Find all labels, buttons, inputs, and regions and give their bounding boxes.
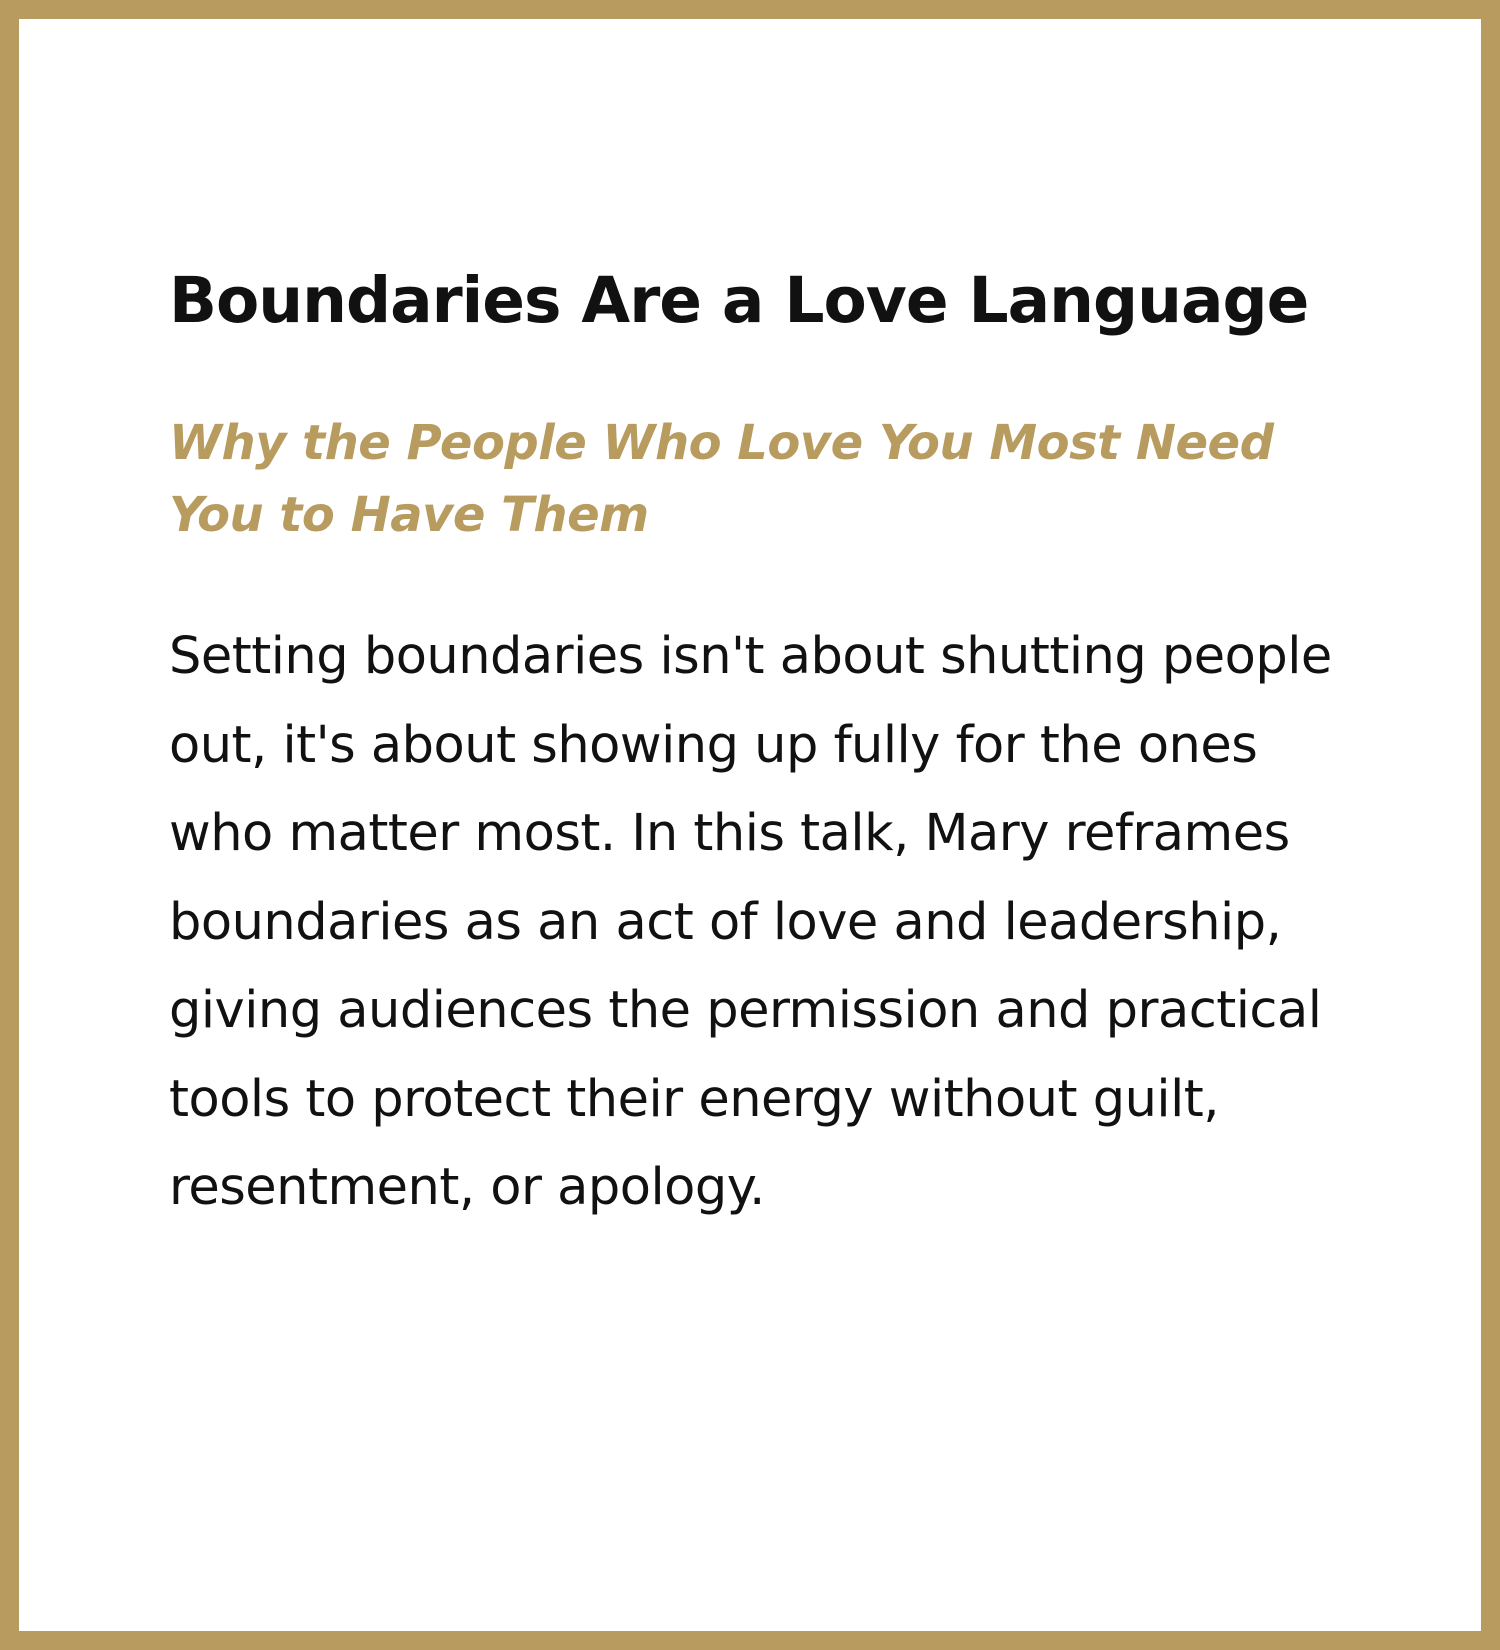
talk-card-content <box>169 251 1369 1233</box>
talk-subtitle: Why the People Who Love You Most Need You to Have Them <box>169 415 1274 543</box>
talk-title: Boundaries Are a Love Language <box>169 264 1309 337</box>
talk-description: Setting boundaries isn't about shutting people out, it's about showing up fully for the ones who matter most. In this talk, Mary reframes boundaries as an act of love and leadership, giving audiences the permission and practical tools to protect their energy without guilt, resentment, or apology. <box>169 627 1332 1217</box>
